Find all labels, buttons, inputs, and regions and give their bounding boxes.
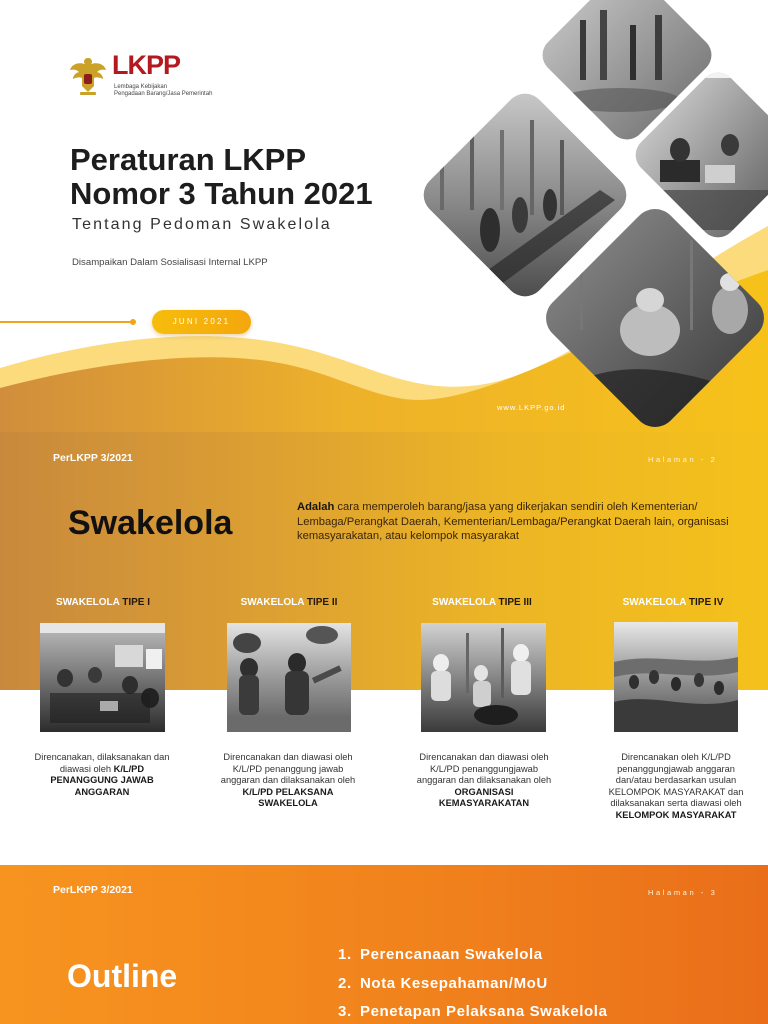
doc-reference: PerLKPP 3/2021 <box>53 452 133 464</box>
cover-subtitle: Tentang Pedoman Swakelola <box>72 216 332 233</box>
website-url: www.LKPP.go.id <box>497 403 566 412</box>
doc-reference: PerLKPP 3/2021 <box>53 884 133 896</box>
logo-line-1: Lembaga Kebijakan <box>114 84 168 90</box>
page-number: Halaman - 3 <box>648 888 718 897</box>
type-header-2 <box>214 597 364 608</box>
type-desc-text: Direncanakan oleh K/L/PD penanggungjawab anggaran dan/atau berdasarkan usulan KELOMPOK MASYARAKAT dan dilaksanakan serta diawasi oleh <box>608 752 744 809</box>
decorative-dot <box>130 319 136 325</box>
type-label: SWAKELOLA <box>55 597 120 608</box>
type-header-3 <box>407 597 557 608</box>
type-desc-text: Direncanakan, dilaksanakan dan diawasi oleh <box>34 752 170 774</box>
type-header-1 <box>28 597 178 608</box>
outline-number: 1. <box>338 946 352 963</box>
type-desc-4 <box>605 752 747 822</box>
photo-tipe-1-meeting <box>40 623 165 732</box>
slide-heading: Swakelola <box>68 504 233 542</box>
type-number: TIPE II <box>306 597 338 608</box>
type-desc-text: Direncanakan dan diawasi oleh K/L/PD penanggung jawab anggaran dan dilaksanakan oleh <box>220 752 356 786</box>
outline-item-1 <box>338 946 543 963</box>
decorative-line <box>0 321 133 323</box>
type-desc-bold: KELOMPOK MASYARAKAT <box>615 809 737 820</box>
definition-text <box>297 500 729 544</box>
type-number: TIPE III <box>498 597 532 608</box>
photo-tipe-3-community <box>421 623 546 732</box>
outline-number: 2. <box>338 975 352 992</box>
type-desc-bold: K/L/PD PENANGGUNG JAWAB ANGGARAN <box>50 763 154 797</box>
cover-title-line-1: Peraturan LKPP <box>70 142 307 177</box>
photo-collage <box>400 0 768 432</box>
type-label: SWAKELOLA <box>432 597 496 608</box>
outline-number: 3. <box>338 1003 352 1020</box>
type-desc-text: Direncanakan dan diawasi oleh K/L/PD penanggungjawab anggaran dan dilaksanakan oleh <box>416 752 552 786</box>
outline-label: Penetapan Pelaksana Swakelola <box>360 1003 608 1020</box>
type-header-4 <box>598 597 748 608</box>
type-desc-1 <box>31 752 173 798</box>
type-label: SWAKELOLA <box>240 597 305 608</box>
logo-line-2: Pengadaan Barang/Jasa Pemerintah <box>114 91 213 97</box>
definition-lead: Adalah <box>297 501 335 513</box>
cover-title-line-2: Nomor 3 Tahun 2021 <box>70 176 373 211</box>
outline-item-2 <box>338 975 548 992</box>
garuda-emblem-icon <box>68 54 108 96</box>
outline-label: Nota Kesepahaman/MoU <box>360 975 548 992</box>
outline-label: Perencanaan Swakelola <box>360 946 543 963</box>
type-desc-2 <box>217 752 359 810</box>
page-number: Halaman - 2 <box>648 455 718 464</box>
definition-body: cara memperoleh barang/jasa yang dikerjakan sendiri oleh Kementerian/ Lembaga/Perangkat Daerah, Kementerian/Lembaga/Perangkat Daerah lain, organisasi kemasyarakatan, atau kelompok masyarakat <box>297 501 729 543</box>
logo-acronym: LKPP <box>112 50 181 80</box>
type-label: SWAKELOLA <box>622 597 687 608</box>
date-badge: JUNI 2021 <box>152 310 251 334</box>
type-desc-bold: ORGANISASI KEMASYARAKATAN <box>438 786 530 809</box>
photo-tipe-4-village-work <box>614 622 738 732</box>
slide-heading: Outline <box>67 958 178 994</box>
type-desc-3 <box>413 752 555 810</box>
cover-slide <box>0 0 768 432</box>
cover-presented-text: Disampaikan Dalam Sosialisasi Internal LKPP <box>72 257 268 268</box>
photo-tipe-2-soldiers <box>227 623 351 732</box>
type-desc-bold: K/L/PD PELAKSANA SWAKELOLA <box>242 786 334 809</box>
type-number: TIPE IV <box>688 597 724 608</box>
type-number: TIPE I <box>122 597 151 608</box>
outline-item-3 <box>338 1003 608 1020</box>
